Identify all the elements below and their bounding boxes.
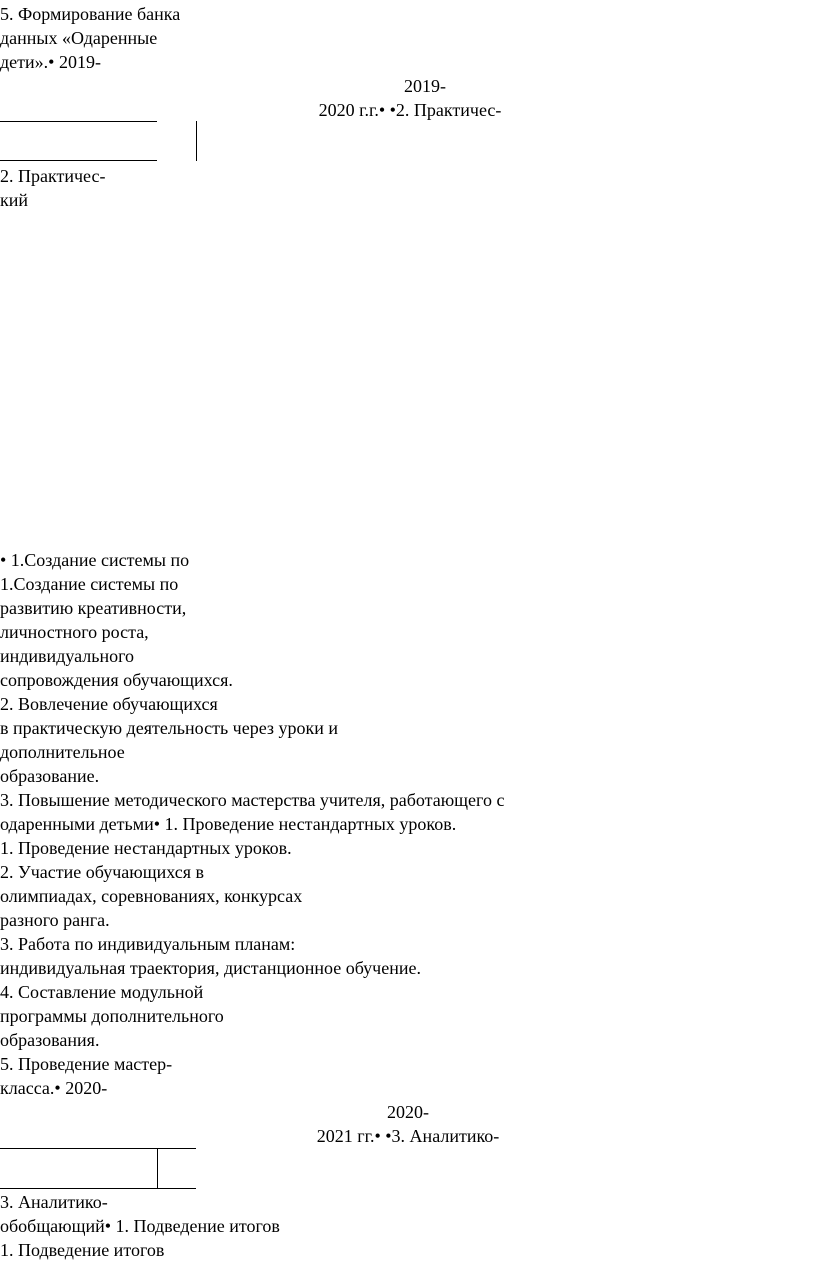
text-line: 5. Формирование банка xyxy=(0,4,181,24)
text-line: программы дополнительного xyxy=(0,1006,224,1026)
stage-label: 3. Аналитико- xyxy=(0,1192,108,1212)
text-line: образование. xyxy=(0,766,100,786)
text-line: данных «Одаренные xyxy=(0,28,158,48)
text-line: индивидуального xyxy=(0,646,135,666)
text-line: дети».• 2019- xyxy=(0,52,101,72)
text-line: 1. Проведение нестандартных уроков. xyxy=(0,838,292,858)
year-stage-line: 2021 гг.• •3. Аналитико- xyxy=(316,1126,500,1146)
text-line: дополнительное xyxy=(0,742,125,762)
table-rule-vertical xyxy=(196,121,197,161)
year-label: 2020- xyxy=(387,1102,429,1122)
table-rule xyxy=(0,1148,196,1149)
table-rule-vertical xyxy=(157,1148,158,1188)
text-line: олимпиадах, соревнованиях, конкурсах xyxy=(0,886,303,906)
text-line: класса.• 2020- xyxy=(0,1078,108,1098)
text-line: разного ранга. xyxy=(0,910,110,930)
text-line: • 1.Создание системы по xyxy=(0,550,190,570)
stage-label: кий xyxy=(0,190,29,210)
text-line: образования. xyxy=(0,1030,100,1050)
text-line: развитию креативности, xyxy=(0,598,187,618)
text-line: 1. Подведение итогов xyxy=(0,1240,165,1260)
year-label: 2019- xyxy=(404,76,446,96)
text-line: 1.Создание системы по xyxy=(0,574,179,594)
text-line: 2. Вовлечение обучающихся xyxy=(0,694,218,714)
text-line: индивидуальная траектория, дистанционное обучение. xyxy=(0,958,421,978)
text-line: 5. Проведение мастер- xyxy=(0,1054,173,1074)
text-line: 3. Работа по индивидуальным планам: xyxy=(0,934,296,954)
year-stage-line: 2020 г.г.• •2. Практичес- xyxy=(318,100,502,120)
table-rule xyxy=(0,1188,196,1189)
text-line: личностного роста, xyxy=(0,622,149,642)
text-line: 4. Составление модульной xyxy=(0,982,204,1002)
text-line: 2. Участие обучающихся в xyxy=(0,862,204,882)
text-line: 3. Повышение методического мастерства учителя, работающего с xyxy=(0,790,505,810)
text-line: одаренными детьми• 1. Проведение нестандартных уроков. xyxy=(0,814,457,834)
text-line: в практическую деятельность через уроки и xyxy=(0,718,339,738)
stage-label: 2. Практичес- xyxy=(0,166,106,186)
text-line: обобщающий• 1. Подведение итогов xyxy=(0,1216,280,1236)
table-rule xyxy=(0,160,157,161)
text-line: сопровождения обучающихся. xyxy=(0,670,233,690)
table-rule xyxy=(0,121,157,122)
